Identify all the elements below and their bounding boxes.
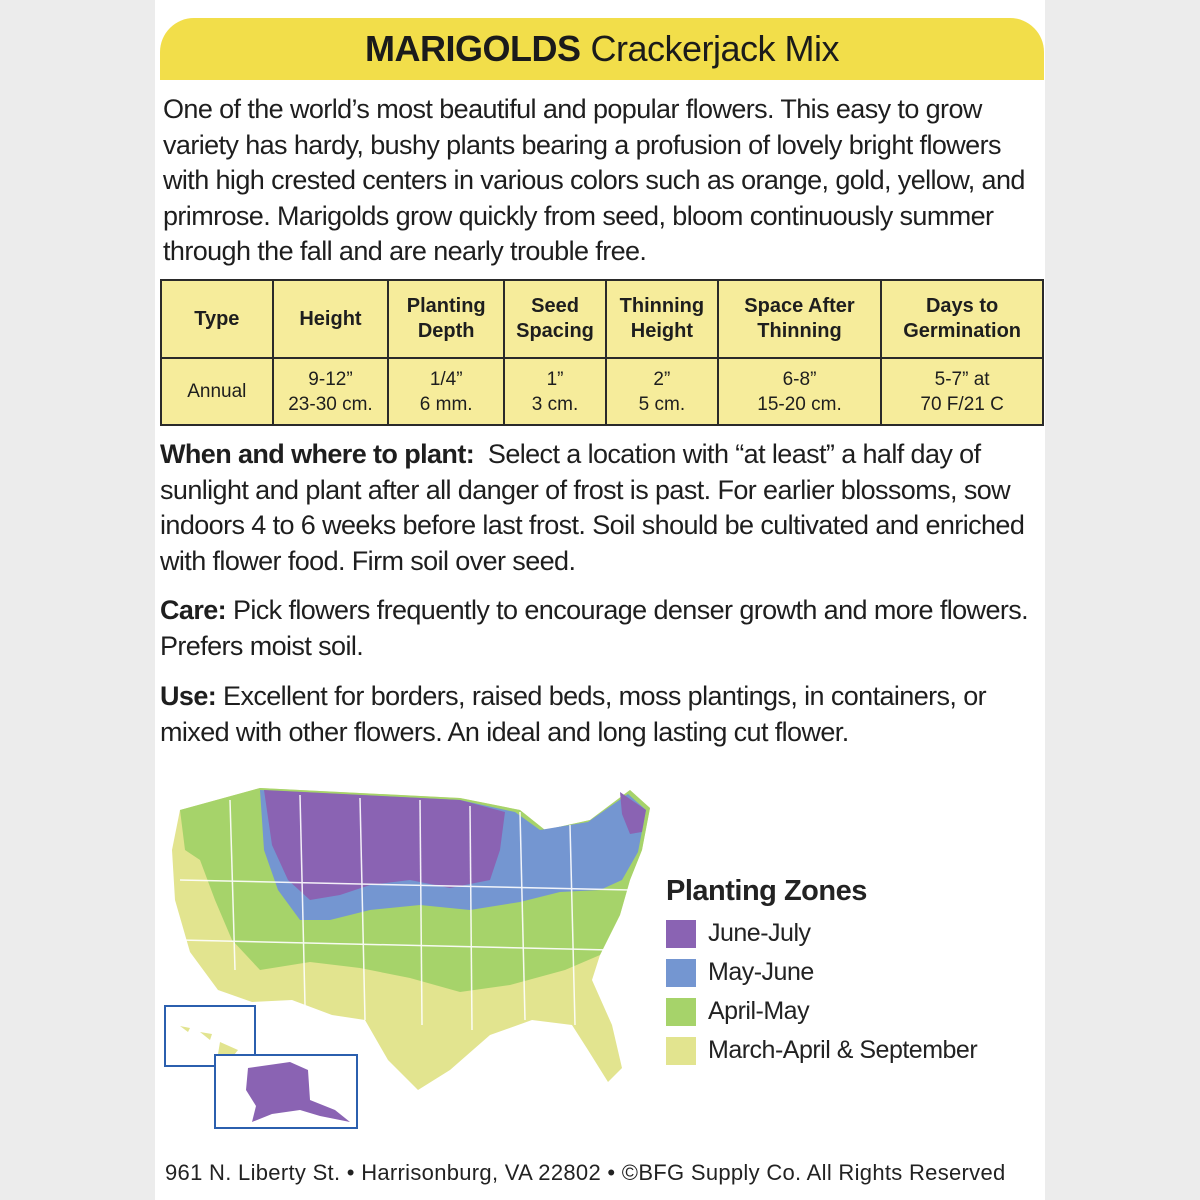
planting-zone-map [160, 770, 660, 1130]
value-space-after-thinning: 6-8” 15-20 cm. [718, 358, 881, 425]
when-where-text: Select a location with “at least” a half day of sunlight and plant after all danger of frost is past. For earlier blossoms, sow indoors 4 to 6 weeks before last frost. Soil should be cultivated and enriched with flower food. Firm soil over seed. [160, 439, 1025, 576]
legend-item-may-june: May-June [666, 953, 977, 992]
header-planting-depth: Planting Depth [388, 280, 504, 358]
specs-header-row [161, 280, 1043, 358]
when-where-label: When and where to plant: [160, 439, 475, 469]
header-height: Height [273, 280, 389, 358]
legend-swatch [666, 1037, 696, 1065]
value-planting-depth: 1/4” 6 mm. [388, 358, 504, 425]
care-label: Care: [160, 595, 227, 625]
legend-item-april-may: April-May [666, 992, 977, 1031]
care-section [160, 593, 1040, 664]
intro-description: One of the world’s most beautiful and popular flowers. This easy to grow variety has hardy, bushy plants bearing a profusion of lovely bright flowers with high crested centers in various colors such as orange, gold, yellow, and primrose. Marigolds grow quickly from seed, bloom continuously summer through the fall and are nearly trouble free. [163, 94, 1025, 266]
specs-value-row [161, 358, 1043, 425]
use-section [160, 679, 1040, 750]
value-height: 9-12” 23-30 cm. [273, 358, 389, 425]
value-days-to-germination: 5-7” at 70 F/21 C [881, 358, 1043, 425]
company-footer: 961 N. Liberty St. • Harrisonburg, VA 22802 • ©BFG Supply Co. All Rights Reserved [165, 1160, 1006, 1185]
growing-specs-table [160, 279, 1044, 426]
header-space-after-thinning: Space After Thinning [718, 280, 881, 358]
header-thinning-height: Thinning Height [606, 280, 718, 358]
variety-name: Crackerjack Mix [590, 28, 840, 69]
header-seed-spacing: Seed Spacing [504, 280, 606, 358]
legend-swatch [666, 998, 696, 1026]
legend-item-march-april-september: March-April & September [666, 1031, 977, 1070]
care-text: Pick flowers frequently to encourage denser growth and more flowers. Prefers moist soil. [160, 595, 1029, 661]
when-where-section [160, 437, 1040, 579]
header-days-to-germination: Days to Germination [881, 280, 1043, 358]
planting-zones-legend [666, 875, 977, 1070]
legend-swatch [666, 959, 696, 987]
legend-item-june-july: June-July [666, 914, 977, 953]
header-type: Type [161, 280, 273, 358]
use-label: Use: [160, 681, 217, 711]
legend-title: Planting Zones [666, 875, 867, 907]
legend-swatch [666, 920, 696, 948]
value-thinning-height: 2” 5 cm. [606, 358, 718, 425]
product-name: MARIGOLDS [364, 28, 581, 69]
use-text: Excellent for borders, raised beds, moss plantings, in containers, or mixed with other flowers. An ideal and long lasting cut flower. [160, 681, 987, 747]
title-banner [160, 18, 1044, 80]
value-seed-spacing: 1” 3 cm. [504, 358, 606, 425]
value-type: Annual [161, 358, 273, 425]
